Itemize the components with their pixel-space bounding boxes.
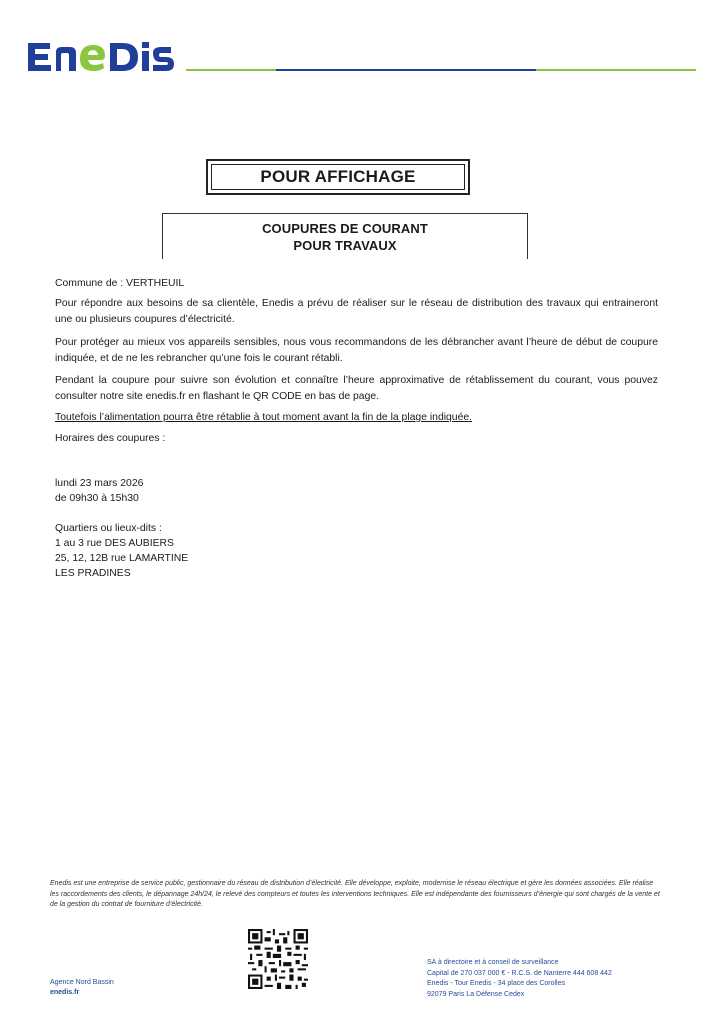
commune-value: VERTHEUIL bbox=[126, 278, 185, 289]
paragraph-2: Pour protéger au mieux vos appareils sensibles, nous vous recommandons de les débrancher avant l’heure de début de coupure indiquée, et de ne les rebrancher qu’une fois le courant rétabli. bbox=[55, 337, 658, 364]
enedis-logo bbox=[26, 37, 178, 73]
horaires-label: Horaires des coupures : bbox=[55, 433, 166, 444]
outage-time-range: de 09h30 à 15h30 bbox=[55, 493, 139, 504]
quartiers-label: Quartiers ou lieux-dits : bbox=[55, 523, 162, 534]
company-line-4: 92079 Paris La Défense Cedex bbox=[427, 990, 525, 998]
title-line-1: COUPURES DE COURANT bbox=[262, 221, 428, 236]
notice-title-box bbox=[162, 213, 528, 259]
company-info bbox=[427, 958, 612, 1000]
restoration-warning: Toutefois l’alimentation pourra être rétablie à tout moment avant la fin de la plage indiquée. bbox=[55, 412, 473, 423]
pour-affichage-label: POUR AFFICHAGE bbox=[211, 164, 465, 190]
paragraph-1: Pour répondre aux besoins de sa clientèle, Enedis a prévu de réaliser sur le réseau de distribution des travaux qui entraineront une ou plusieurs coupures d’électricité. bbox=[55, 298, 658, 325]
commune-label: Commune de : bbox=[55, 278, 124, 289]
location-3: LES PRADINES bbox=[55, 568, 131, 579]
commune-line bbox=[55, 276, 658, 292]
pour-affichage-box bbox=[206, 159, 470, 195]
paragraph-3: Pendant la coupure pour suivre son évolution et connaître l’heure approximative de rétablissement du courant, vous pouvez consulter notre site enedis.fr en flashant le QR CODE en bas de page. bbox=[55, 375, 658, 402]
footer-disclaimer: Enedis est une entreprise de service public, gestionnaire du réseau de distribution d’électricité. Elle développe, exploite, modernise le réseau électrique et gère les données associées. Elle réalise les raccordements des clients, le dépannage 24h/24, le relevé des compteurs et toutes les interventions techniques. Elle est indépendante des fournisseurs d’énergie qui sont chargés de la vente et de la gestion du contrat de fourniture d’électricité. bbox=[50, 880, 660, 908]
outage-date: lundi 23 mars 2026 bbox=[55, 478, 144, 489]
company-line-2: Capital de 270 037 000 € - R.C.S. de Nanterre 444 608 442 bbox=[427, 969, 612, 977]
agency-name: Agence Nord Bassin bbox=[50, 979, 114, 986]
agency-block bbox=[50, 978, 114, 998]
location-1: 1 au 3 rue DES AUBIERS bbox=[55, 538, 174, 549]
title-line-2: POUR TRAVAUX bbox=[293, 238, 397, 253]
enedis-logo-icon bbox=[26, 37, 178, 73]
header-rule bbox=[186, 69, 696, 71]
company-line-1: SA à directoire et à conseil de surveillance bbox=[427, 959, 559, 966]
qr-code-icon[interactable] bbox=[248, 929, 308, 989]
company-line-3: Enedis - Tour Enedis - 34 place des Corolles bbox=[427, 980, 566, 987]
location-2: 25, 12, 12B rue LAMARTINE bbox=[55, 553, 189, 564]
paragraph-4 bbox=[55, 410, 658, 426]
website-link[interactable]: enedis.fr bbox=[50, 989, 80, 996]
